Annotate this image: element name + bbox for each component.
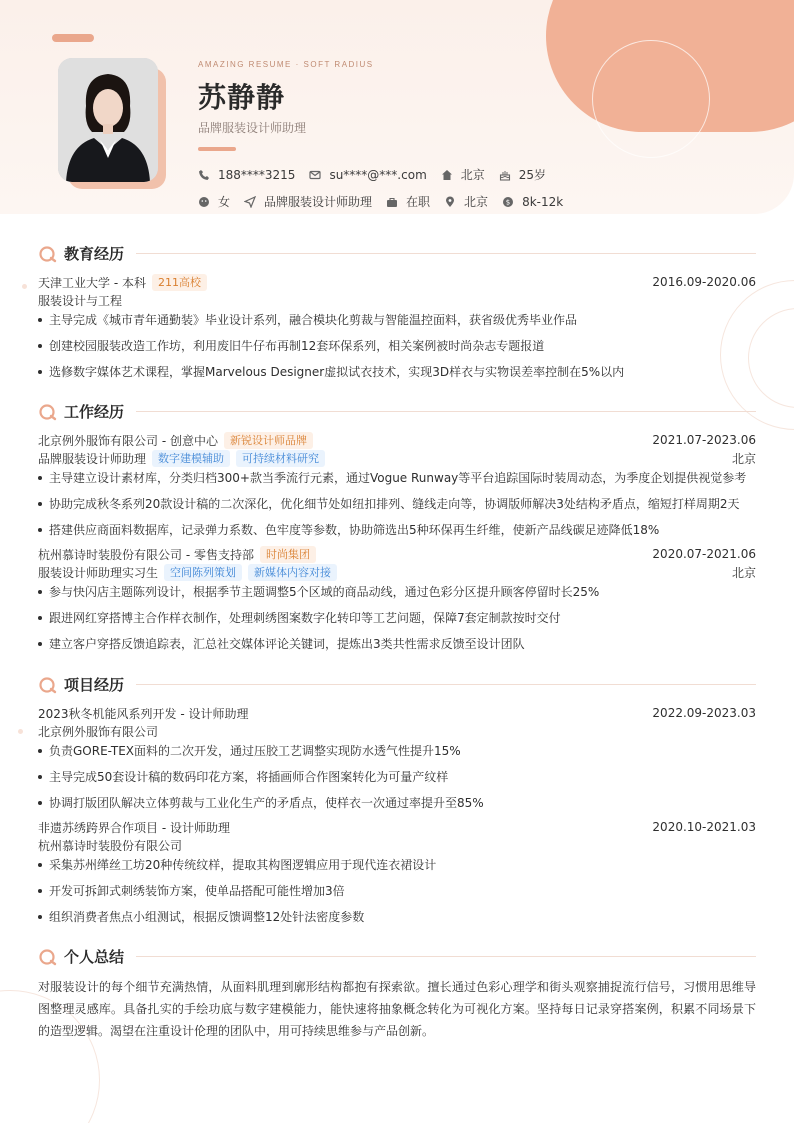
role-tag: 可持续材料研究: [236, 450, 325, 467]
resume-header: [0, 0, 794, 214]
header-pill: [52, 34, 94, 42]
list-item: 选修数字媒体艺术课程，掌握Marvelous Designer虚拟试衣技术，实现3D样衣与实物误差率控制在5%以内: [38, 363, 756, 381]
list-item: 搭建供应商面料数据库，记录弹力系数、色牢度等参数，协助筛选出5种环保再生纤维，使新产品线碳足迹降低18%: [38, 521, 756, 539]
svg-text:$: $: [505, 198, 511, 207]
location-pin-icon: [444, 196, 456, 208]
section-bullet-icon: [38, 947, 58, 967]
project-name: 2023秋冬机能风系列开发 - 设计师助理: [38, 706, 249, 721]
target-role-item: [244, 193, 372, 210]
briefcase-icon: [386, 196, 398, 208]
section-divider: [136, 956, 756, 957]
project-org: 杭州慕诗时装股份有限公司: [38, 838, 183, 853]
phone-value: 188****3215: [218, 167, 296, 182]
list-item: 参与快闪店主题陈列设计，根据季节主题调整5个区域的商品动线，通过色彩分区提升顾客停留时长25%: [38, 583, 756, 601]
education-row: [38, 273, 756, 291]
status-item: [386, 193, 430, 210]
resume-eyebrow: AMAZING RESUME · SOFT RADIUS: [198, 60, 374, 69]
role-tag: 空间陈列策划: [164, 564, 242, 581]
job-period: 2021.07-2023.06: [652, 433, 756, 447]
project-org: 北京例外服饰有限公司: [38, 724, 159, 739]
major-row: [38, 291, 756, 309]
school-tag: 211高校: [152, 274, 207, 291]
job-role: 品牌服装设计师助理: [38, 451, 147, 466]
target-city-value: 北京: [464, 195, 489, 209]
company-name: 北京例外服饰有限公司 - 创意中心: [38, 433, 218, 448]
section-header-summary: [38, 946, 756, 967]
list-item: 协调打版团队解决立体剪裁与工业化生产的矛盾点，使样衣一次通过率提升至85%: [38, 794, 756, 812]
role-tag: 数字建模辅助: [152, 450, 230, 467]
list-item: 主导完成50套设计稿的数码印花方案，将插画师合作图案转化为可量产纹样: [38, 768, 756, 786]
job-role-row: [38, 449, 756, 467]
section-bullet-icon: [38, 244, 58, 264]
cake-icon: [499, 169, 511, 181]
email-value: su****@***.com: [329, 167, 427, 182]
job-company-row: [38, 431, 756, 449]
summary-text: 对服装设计的每个细节充满热情，从面料肌理到廓形结构都抱有探索欲。擅长通过色彩心理学和街头观察捕捉流行信号，习惯用思维导图整理灵感库。具备扎实的手绘功底与数字建模能力，能快速将抽象概念转化为可视化方案。坚持每日记录穿搭案例，积累不同场景下的造型逻辑。渴望在注重设计伦理的团队中，用可持续思维参与产品创新。: [38, 980, 756, 1038]
profile-photo: [58, 58, 158, 182]
section-bullet-icon: [38, 402, 58, 422]
salary-value: 8k-12k: [522, 194, 564, 209]
job-company-row: [38, 545, 756, 563]
list-item: 主导建立设计素材库，分类归档300+款当季流行元素，通过Vogue Runway等平台追踪国际时装周动态，为季度企划提供视觉参考: [38, 469, 756, 487]
list-item: 采集苏州缂丝工坊20种传统纹样，提取其构图逻辑应用于现代连衣裙设计: [38, 856, 756, 874]
role-tag: 新媒体内容对接: [248, 564, 337, 581]
age-item: [499, 166, 546, 183]
title-accent-bar: [198, 147, 236, 151]
age-value: 25岁: [518, 168, 547, 182]
candidate-name: 苏静静: [198, 81, 286, 114]
project-name: 非遗苏绣跨界合作项目 - 设计师助理: [38, 820, 230, 835]
contact-row: [198, 166, 560, 183]
project-org-row: [38, 722, 756, 740]
list-item: 创建校园服装改造工作坊，利用废旧牛仔布再制12套环保系列，相关案例被时尚杂志专题报道: [38, 337, 756, 355]
job-period: 2020.07-2021.06: [652, 547, 756, 561]
phone-item: [198, 168, 295, 182]
candidate-title: 品牌服装设计师助理: [198, 121, 307, 135]
face-icon: [198, 196, 210, 208]
list-item: 主导完成《城市青年通勤装》毕业设计系列，融合模块化剪裁与智能温控面料，获省级优秀毕业作品: [38, 311, 756, 329]
list-item: 负责GORE-TEX面料的二次开发，通过压胶工艺调整实现防水透气性提升15%: [38, 742, 756, 760]
company-tag: 新锐设计师品牌: [224, 432, 313, 449]
city-value: 北京: [460, 168, 485, 182]
section-title: 个人总结: [64, 948, 125, 966]
mail-icon: [309, 169, 321, 181]
status-value: 在职: [406, 195, 431, 209]
job-location: 北京: [731, 565, 756, 580]
salary-item: [502, 195, 563, 209]
school-name: 天津工业大学 - 本科: [38, 275, 146, 290]
section-bullet-icon: [38, 675, 58, 695]
section-divider: [136, 253, 756, 254]
project-org-row: [38, 836, 756, 854]
major-name: 服装设计与工程: [38, 293, 123, 308]
phone-icon: [198, 169, 210, 181]
section-header-projects: [38, 674, 756, 695]
project-row: [38, 818, 756, 836]
list-item: 建立客户穿搭反馈追踪表，汇总社交媒体评论关键词，提炼出3类共性需求反馈至设计团队: [38, 635, 756, 653]
gender-value: 女: [218, 195, 231, 209]
list-item: 协助完成秋冬系列20款设计稿的二次深化，优化细节处如纽扣排列、缝线走向等，协调版师解决3处结构矛盾点，缩短打样周期2天: [38, 495, 756, 513]
project-period: 2022.09-2023.03: [652, 706, 756, 720]
home-icon: [441, 169, 453, 181]
send-icon: [244, 196, 256, 208]
decorative-dot: [18, 729, 23, 734]
list-item: 跟进网红穿搭博主合作样衣制作，处理刺绣图案数字化转印等工艺问题，保障7套定制款按时交付: [38, 609, 756, 627]
job-location: 北京: [731, 451, 756, 466]
section-title: 项目经历: [64, 676, 125, 694]
section-divider: [136, 684, 756, 685]
list-item: 组织消费者焦点小组测试，根据反馈调整12处针法密度参数: [38, 908, 756, 926]
project-row: [38, 704, 756, 722]
list-item: 开发可拆卸式刺绣装饰方案，使单品搭配可能性增加3倍: [38, 882, 756, 900]
email-item: [309, 168, 426, 182]
job-role-row: [38, 563, 756, 581]
company-tag: 时尚集团: [260, 546, 316, 563]
city-item: [441, 166, 485, 183]
section-header-work: [38, 401, 756, 422]
target-role-value: 品牌服装设计师助理: [264, 195, 373, 209]
job-intent-row: [198, 193, 577, 210]
section-divider: [136, 411, 756, 412]
project-period: 2020.10-2021.03: [652, 820, 756, 834]
decorative-dot: [22, 284, 27, 289]
job-role: 服装设计师助理实习生: [38, 565, 159, 580]
section-header-education: [38, 243, 756, 264]
education-period: 2016.09-2020.06: [652, 275, 756, 289]
target-city-item: [444, 193, 488, 210]
company-name: 杭州慕诗时装股份有限公司 - 零售支持部: [38, 547, 254, 562]
section-title: 工作经历: [64, 403, 125, 421]
header-ring: [592, 40, 710, 158]
gender-item: [198, 193, 230, 210]
section-title: 教育经历: [64, 245, 125, 263]
coin-icon: [502, 196, 514, 208]
